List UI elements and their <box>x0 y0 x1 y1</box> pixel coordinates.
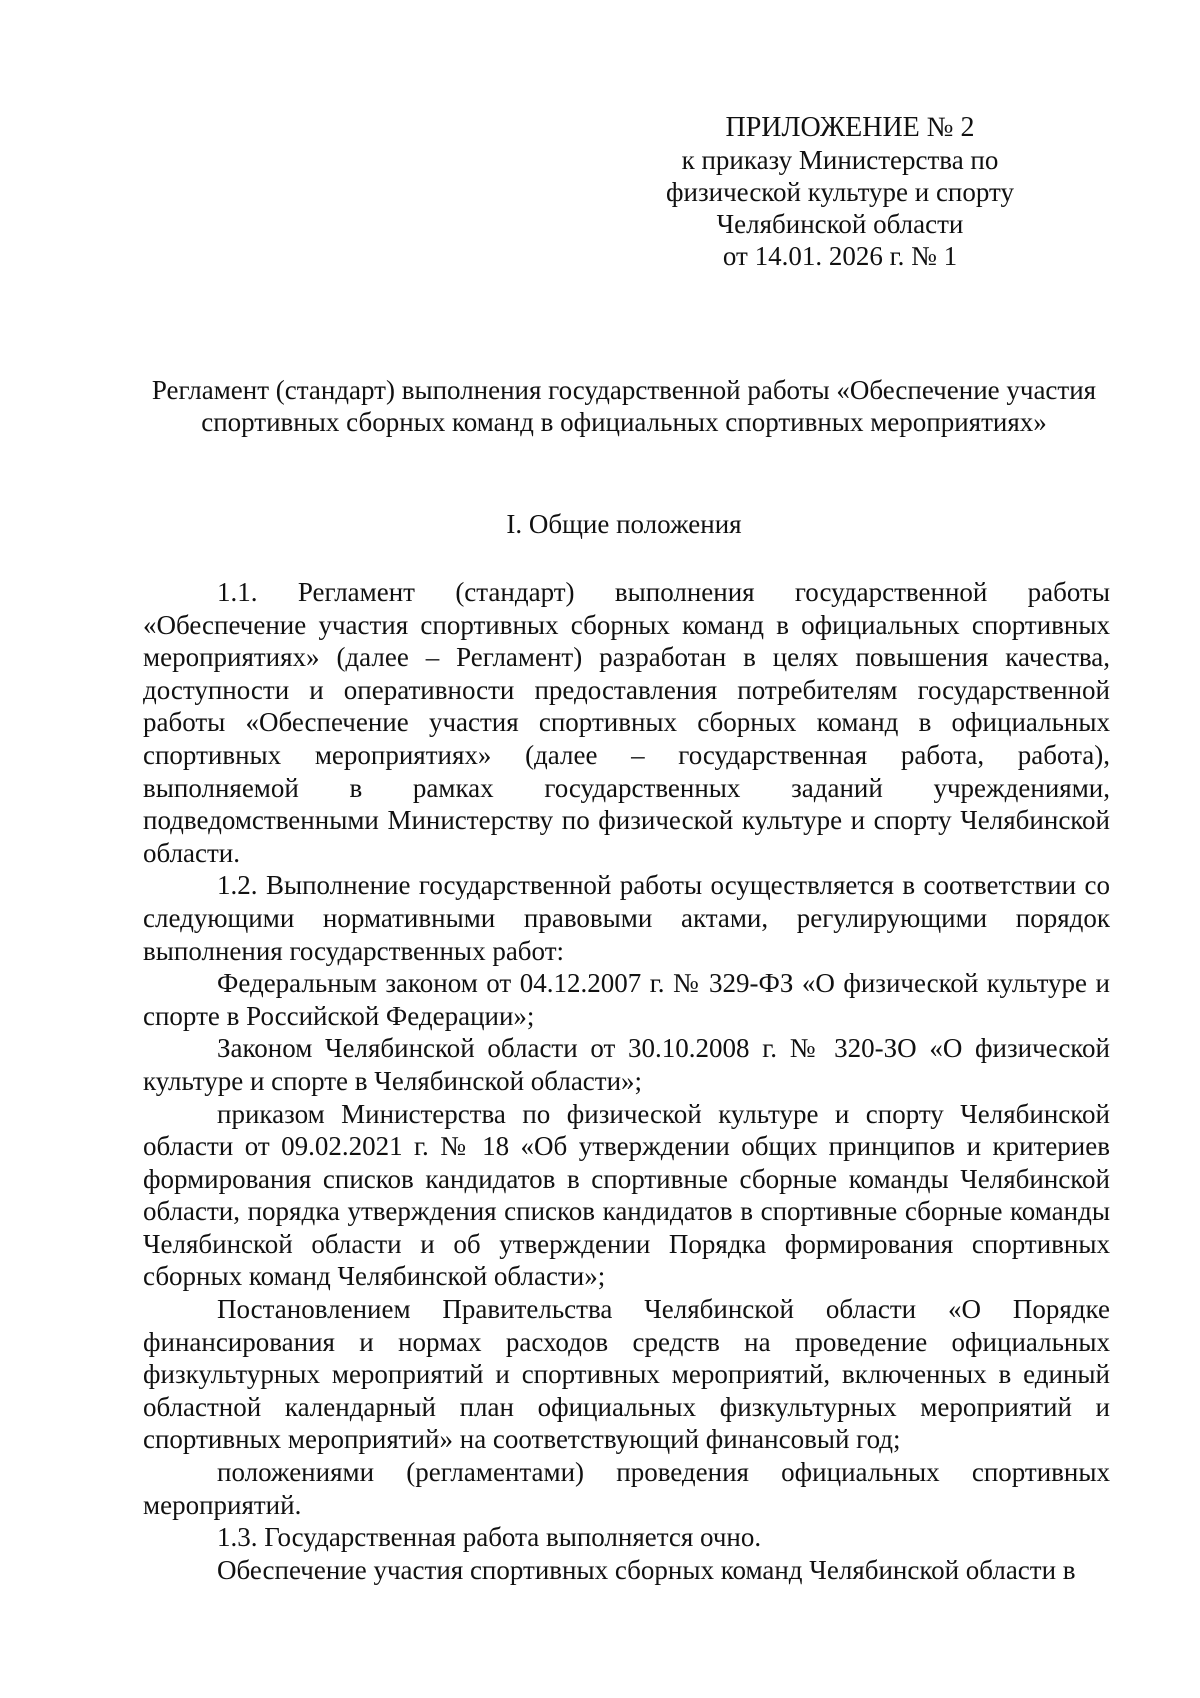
paragraph-federal-law: Федеральным законом от 04.12.2007 г. № 329-ФЗ «О физической культуре и спорте в Российской Федерации»; <box>143 968 1110 1031</box>
appendix-line-1: к приказу Министерства по <box>681 145 999 175</box>
paragraph-continuation: Обеспечение участия спортивных сборных команд Челябинской области в <box>217 1554 1076 1585</box>
appendix-block <box>640 112 1040 272</box>
paragraph-regulations: положениями (регламентами) проведения официальных спортивных мероприятий. <box>143 1457 1110 1520</box>
paragraph-regional-law: Законом Челябинской области от 30.10.2008 г. № 320-ЗО «О физической культуре и спорте в Челябинской области»; <box>143 1033 1110 1096</box>
document-body <box>143 576 1110 1586</box>
document-title: Регламент (стандарт) выполнения государственной работы «Обеспечение участия спортивных сборных команд в официальных спортивных мероприятиях» <box>151 375 1097 437</box>
appendix-line-3: Челябинской области <box>716 209 964 239</box>
appendix-line-4: от 14.01. 2026 г. № 1 <box>722 241 958 271</box>
paragraph-government-resolution: Постановлением Правительства Челябинской области «О Порядке финансирования и нормах расходов средств на проведение официальных физкультурных мероприятий и спортивных мероприятий, включенных в единый областной календарный план официальных физкультурных мероприятий и спортивных мероприятий» на соответствующий финансовый год; <box>143 1294 1110 1455</box>
section-title: I. Общие положения <box>506 509 742 539</box>
paragraph-ministry-order: приказом Министерства по физической культуре и спорту Челябинской области от 09.02.2021 г. № 18 «Об утверждении общих принципов и критериев формирования списков кандидатов в спортивные сборные команды Челябинской области, порядка утверждения списков кандидатов в спортивные сборные команды Челябинской области и об утверждении Порядка формирования спортивных сборных команд Челябинской области»; <box>143 1098 1110 1292</box>
appendix-line-2: физической культуре и спорту <box>666 177 1014 207</box>
paragraph-1-1: 1.1. Регламент (стандарт) выполнения государственной работы «Обеспечение участия спортивных сборных команд в официальных спортивных мероприятиях» (далее – Регламент) разработан в целях повышения качества, доступности и оперативности предоставления потребителям государственной работы «Обеспечение участия спортивных сборных команд в официальных спортивных мероприятиях» (далее – государственная работа, работа), выполняемой в рамках государственных заданий учреждениями, подведомственными Министерству по физической культуре и спорту Челябинской области. <box>143 577 1110 868</box>
appendix-title: ПРИЛОЖЕНИЕ № 2 <box>725 112 975 143</box>
paragraph-1-2: 1.2. Выполнение государственной работы осуществляется в соответствии со следующими нормативными правовыми актами, регулирующими порядок выполнения государственных работ: <box>143 870 1110 966</box>
paragraph-1-3: 1.3. Государственная работа выполняется очно. <box>217 1522 762 1553</box>
